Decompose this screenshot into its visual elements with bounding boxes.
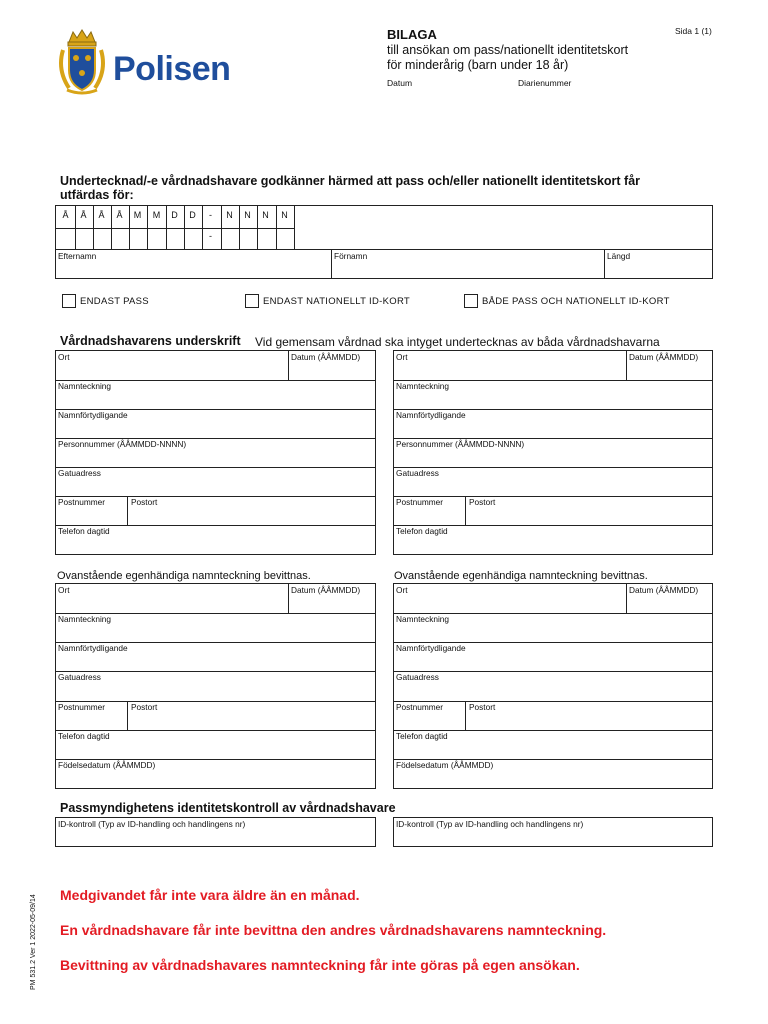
zip-label: Postnummer: [396, 497, 444, 507]
height-label: Längd: [607, 251, 631, 261]
name-clarification-label: Namnförtydligande: [58, 410, 128, 420]
authority-section-title: Passmyndighetens identitetskontroll av vårdnadshavare: [60, 801, 396, 815]
date-field-label: Datum (ÅÅMMDD): [629, 352, 699, 362]
police-crest-icon: [55, 28, 109, 98]
signature-label: Namnteckning: [396, 614, 450, 624]
doc-subtitle-1: till ansökan om pass/nationellt identitetskort: [387, 43, 629, 57]
pn-digit: Å: [80, 210, 87, 220]
zip-label: Postnummer: [58, 702, 106, 712]
pn-dash: -: [209, 231, 212, 241]
page-number: Sida 1 (1): [675, 26, 712, 36]
id-only-checkbox[interactable]: [245, 294, 259, 308]
pn-digit: N: [262, 210, 269, 220]
date-field-label: Datum (ÅÅMMDD): [291, 352, 361, 362]
surname-label: Efternamn: [58, 251, 97, 261]
id-check-2-box: [393, 817, 713, 847]
witness-2-box: [393, 583, 713, 789]
pn-digit: N: [281, 210, 288, 220]
passport-only-checkbox[interactable]: [62, 294, 76, 308]
doc-subtitle-2: för minderårig (barn under 18 år): [387, 58, 569, 72]
date-field-label: Datum (ÅÅMMDD): [291, 585, 361, 595]
place-label: Ort: [396, 585, 408, 595]
name-clarification-label: Namnförtydligande: [58, 643, 128, 653]
birth-date-label: Födelsedatum (ÅÅMMDD): [396, 760, 494, 770]
place-label: Ort: [396, 352, 408, 362]
pn-digit: Å: [116, 210, 123, 220]
passport-only-label: ENDAST PASS: [80, 296, 149, 307]
both-label: BÅDE PASS OCH NATIONELLT ID-KORT: [482, 296, 670, 307]
zip-label: Postnummer: [396, 702, 444, 712]
city-label: Postort: [131, 497, 158, 507]
city-label: Postort: [469, 497, 496, 507]
witness-1-box: [55, 583, 376, 789]
signature-label: Namnteckning: [396, 381, 450, 391]
birth-date-label: Födelsedatum (ÅÅMMDD): [58, 760, 156, 770]
date-label: Datum: [387, 78, 413, 88]
guardian-1-box: [55, 350, 376, 555]
diary-number-label: Diarienummer: [518, 78, 572, 88]
warning-2: En vårdnadshavare får inte bevittna den andres vårdnadshavarens namnteckning.: [60, 922, 607, 938]
personal-number-label: Personnummer (ÅÅMMDD-NNNN): [58, 439, 187, 449]
firstname-label: Förnamn: [334, 251, 368, 261]
pn-digit: -: [209, 210, 212, 220]
guardian-section-title: Vårdnadshavarens underskrift: [60, 334, 241, 348]
name-clarification-label: Namnförtydligande: [396, 643, 466, 653]
form-code: PM 531.2 Ver 1 2022-05-09/14: [30, 894, 37, 990]
phone-label: Telefon dagtid: [58, 526, 110, 536]
witness-2-title: Ovanstående egenhändiga namnteckning bevittnas.: [394, 570, 648, 582]
id-only-label: ENDAST NATIONELLT ID-KORT: [263, 296, 411, 307]
warning-1: Medgivandet får inte vara äldre än en månad.: [60, 887, 360, 903]
warning-3: Bevittning av vårdnadshavares namnteckning får inte göras på egen ansökan.: [60, 957, 580, 973]
zip-label: Postnummer: [58, 497, 106, 507]
city-label: Postort: [469, 702, 496, 712]
pn-digit: N: [244, 210, 251, 220]
place-label: Ort: [58, 352, 70, 362]
street-label: Gatuadress: [58, 672, 101, 682]
pn-digit: M: [133, 210, 142, 220]
street-label: Gatuadress: [58, 468, 101, 478]
id-check-label: ID-kontroll (Typ av ID-handling och handlingens nr): [58, 819, 246, 829]
phone-label: Telefon dagtid: [396, 526, 448, 536]
consent-text-2: utfärdas för:: [60, 188, 134, 202]
child-info-box: [55, 205, 713, 279]
phone-label: Telefon dagtid: [396, 731, 448, 741]
date-field-label: Datum (ÅÅMMDD): [629, 585, 699, 595]
guardian-section-note: Vid gemensam vårdnad ska intyget undertecknas av båda vårdnadshavarna: [255, 335, 660, 349]
id-check-label: ID-kontroll (Typ av ID-handling och handlingens nr): [396, 819, 584, 829]
street-label: Gatuadress: [396, 672, 439, 682]
pn-digit: D: [189, 210, 196, 220]
pn-digit: D: [171, 210, 178, 220]
phone-label: Telefon dagtid: [58, 731, 110, 741]
pn-digit: Å: [98, 210, 105, 220]
signature-label: Namnteckning: [58, 614, 112, 624]
guardian-2-box: [393, 350, 713, 555]
signature-label: Namnteckning: [58, 381, 112, 391]
doc-title: BILAGA: [387, 27, 437, 42]
personal-number-label: Personnummer (ÅÅMMDD-NNNN): [396, 439, 525, 449]
street-label: Gatuadress: [396, 468, 439, 478]
city-label: Postort: [131, 702, 158, 712]
consent-text-1: Undertecknad/-e vårdnadshavare godkänner härmed att pass och/eller nationellt identitetskort får: [60, 174, 641, 188]
id-check-1-box: [55, 817, 376, 847]
witness-1-title: Ovanstående egenhändiga namnteckning bevittnas.: [57, 570, 311, 582]
pn-digit: N: [226, 210, 233, 220]
brand-wordmark: Polisen: [113, 50, 231, 88]
name-clarification-label: Namnförtydligande: [396, 410, 466, 420]
pn-digit: M: [152, 210, 161, 220]
place-label: Ort: [58, 585, 70, 595]
pn-digit: Å: [62, 210, 69, 220]
both-checkbox[interactable]: [464, 294, 478, 308]
